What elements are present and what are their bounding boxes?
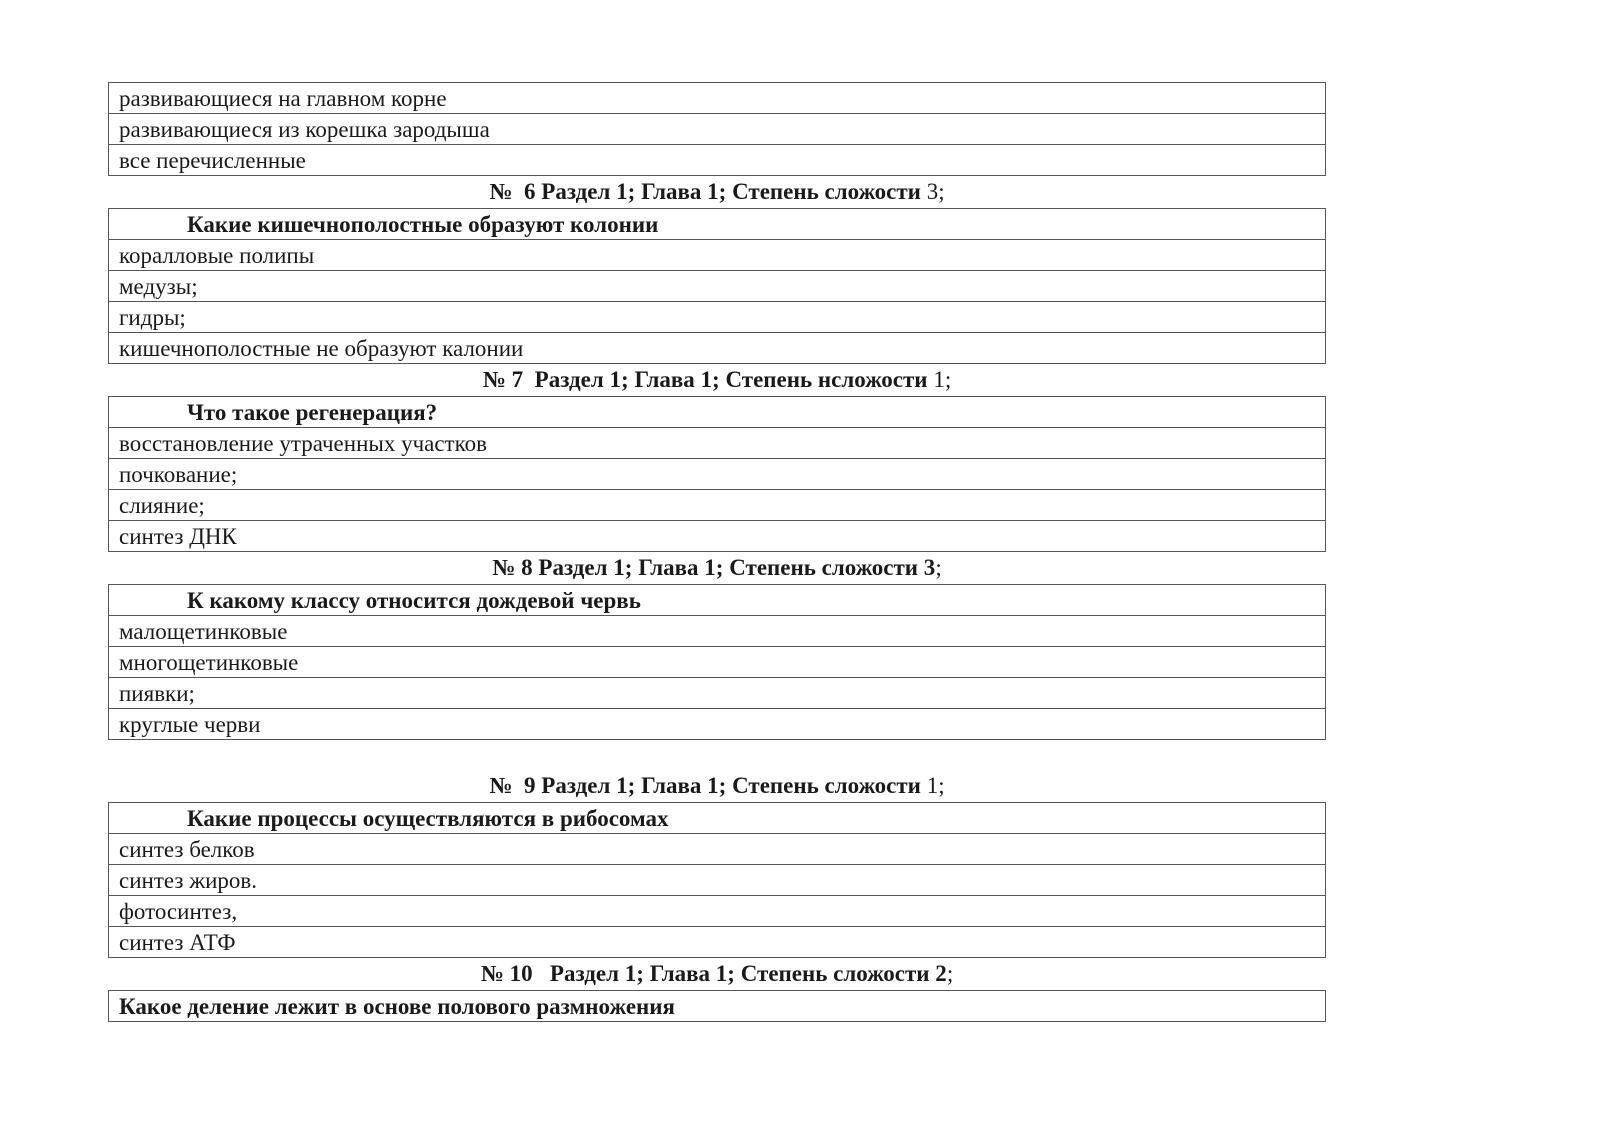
heading-separator: ; xyxy=(938,179,945,204)
answer-option: пиявки; xyxy=(109,677,1325,708)
answer-option: синтез жиров. xyxy=(109,864,1325,895)
question-table-9 xyxy=(108,802,1326,958)
heading-text: № 8 Раздел 1; Глава 1; Степень сложости 3 xyxy=(492,555,936,580)
question-text: Какие процессы осуществляются в рибосомах xyxy=(187,806,669,831)
answer-option: синтез АТФ xyxy=(109,926,1325,957)
test-document xyxy=(108,82,1326,1022)
question-heading-6 xyxy=(108,176,1326,208)
answer-option: синтез белков xyxy=(109,833,1325,864)
answer-option: медузы; xyxy=(109,270,1325,301)
heading-text: № 6 Раздел 1; Глава 1; Степень сложости xyxy=(489,179,927,204)
question-heading-10 xyxy=(108,958,1326,990)
question-heading-7 xyxy=(108,364,1326,396)
heading-separator: ; xyxy=(935,555,942,580)
difficulty-level: 1 xyxy=(933,367,945,392)
question-table-6 xyxy=(108,208,1326,364)
question-table-8 xyxy=(108,584,1326,740)
difficulty-level: 3 xyxy=(926,179,939,204)
answer-option: малощетинковые xyxy=(109,615,1325,646)
answer-option: почкование; xyxy=(109,458,1325,489)
answer-option: гидры; xyxy=(109,301,1325,332)
heading-separator: ; xyxy=(938,773,945,798)
heading-text: № 9 Раздел 1; Глава 1; Степень сложости xyxy=(489,773,927,798)
answer-option: восстановление утраченных участков xyxy=(109,427,1325,458)
question-heading-9 xyxy=(108,770,1326,802)
difficulty-level: 1 xyxy=(926,773,939,798)
answer-option: развивающиеся из корешка зародыша xyxy=(109,113,1325,144)
heading-separator: ; xyxy=(944,367,952,392)
question-table-7 xyxy=(108,396,1326,552)
heading-separator: ; xyxy=(946,961,954,986)
question-text: К какому классу относится дождевой червь xyxy=(187,588,641,613)
answer-option: фотосинтез, xyxy=(109,895,1325,926)
answer-option: слияние; xyxy=(109,489,1325,520)
answer-option: круглые черви xyxy=(109,708,1325,739)
question-text: Что такое регенерация? xyxy=(187,400,438,425)
question-text: Какие кишечнополостные образуют колонии xyxy=(187,212,659,237)
answer-option: коралловые полипы xyxy=(109,239,1325,270)
answer-option: развивающиеся на главном корне xyxy=(119,86,447,111)
heading-text: № 10 Раздел 1; Глава 1; Степень сложости 2 xyxy=(480,961,947,986)
heading-text: № 7 Раздел 1; Глава 1; Степень нсложости xyxy=(482,367,934,392)
answers-table-q5 xyxy=(108,82,1326,176)
answer-option: многощетинковые xyxy=(109,646,1325,677)
answer-option: все перечисленные xyxy=(109,144,1325,175)
question-heading-8 xyxy=(108,552,1326,584)
spacer xyxy=(108,740,1326,770)
question-text: Какое деление лежит в основе полового размножения xyxy=(119,994,675,1019)
answer-option: синтез ДНК xyxy=(109,520,1325,551)
answer-option: кишечнополостные не образуют калонии xyxy=(109,332,1325,363)
question-table-10 xyxy=(108,990,1326,1022)
